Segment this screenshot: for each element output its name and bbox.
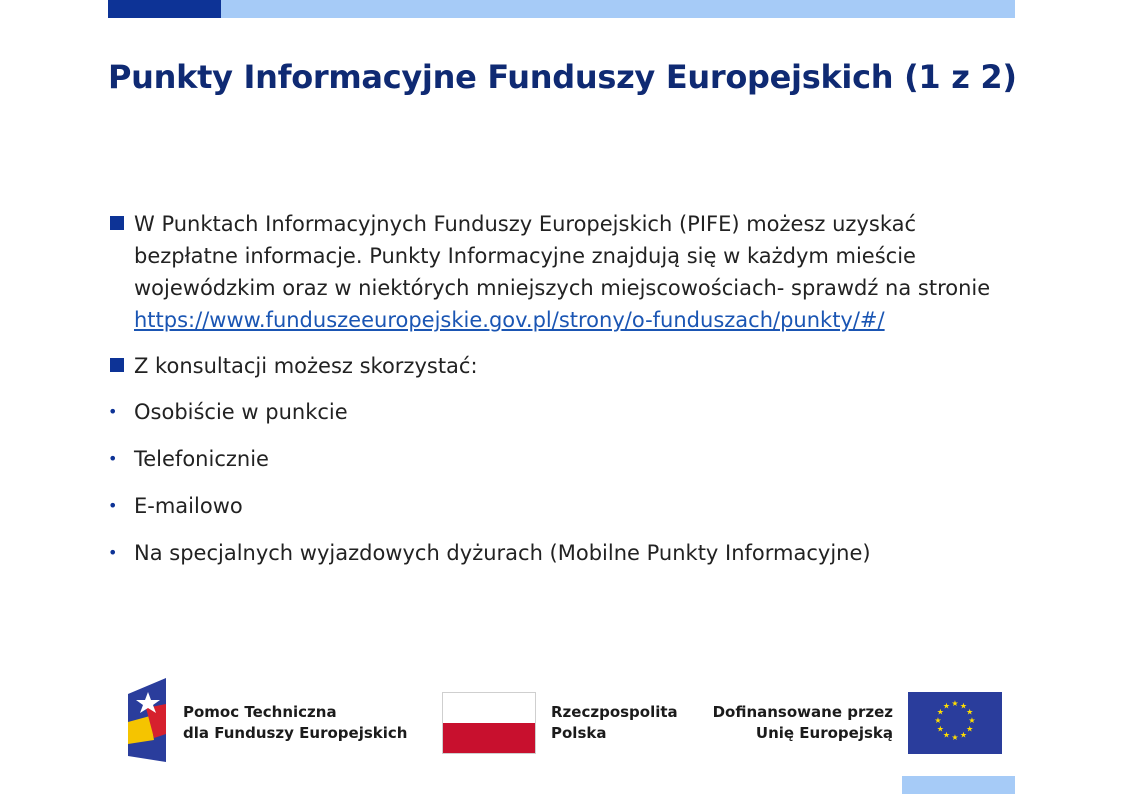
- pl-logo-text: [551, 702, 678, 744]
- paragraph-pife: [108, 208, 1008, 336]
- eu-line2: Unię Europejską: [755, 724, 893, 742]
- paragraph-consultation: [108, 350, 1008, 382]
- list-item: [108, 490, 1008, 522]
- list-item: [108, 396, 1008, 428]
- list-item-text: Osobiście w punkcie: [134, 400, 348, 424]
- fe-logo-text: [183, 702, 407, 744]
- dot-bullet-icon: •: [108, 402, 118, 421]
- list-item-text: Telefonicznie: [134, 447, 269, 471]
- dot-bullet-icon: •: [108, 543, 118, 562]
- svg-text:★: ★: [934, 716, 942, 725]
- svg-text:★: ★: [951, 699, 959, 708]
- list-item: [108, 443, 1008, 475]
- pl-line2: Polska: [551, 724, 607, 742]
- pl-line1: Rzeczpospolita: [551, 703, 678, 721]
- dot-bullet-icon: •: [108, 449, 118, 468]
- dot-bullet-icon: •: [108, 496, 118, 515]
- eu-logo-text: [713, 702, 893, 744]
- svg-text:★: ★: [942, 701, 951, 711]
- poland-flag-icon: [442, 692, 536, 754]
- svg-text:★: ★: [966, 724, 974, 734]
- svg-text:★: ★: [942, 730, 951, 740]
- paragraph-pife-text: W Punktach Informacyjnych Funduszy Europejskich (PIFE) możesz uzyskać bezpłatne informacje. Punkty Informacyjne znajdują się w każdym mieście wojewódzkim oraz w niektórych mniejszych miejscowościach- sprawdź na stronie: [134, 212, 991, 300]
- top-accent-bar-light: [221, 0, 1015, 18]
- pife-link[interactable]: https://www.funduszeeuropejskie.gov.pl/strony/o-funduszach/punkty/#/: [134, 308, 885, 332]
- square-bullet-icon: [110, 358, 124, 372]
- fundusze-europejskie-logo-icon: [124, 678, 170, 762]
- svg-text:★: ★: [966, 707, 974, 717]
- list-item-text: Na specjalnych wyjazdowych dyżurach (Mobilne Punkty Informacyjne): [134, 541, 871, 565]
- svg-text:★: ★: [959, 701, 968, 711]
- slide-content: [108, 208, 1008, 584]
- paragraph-consultation-text: Z konsultacji możesz skorzystać:: [134, 354, 478, 378]
- bottom-accent-bar: [902, 776, 1015, 794]
- list-item-text: E-mailowo: [134, 494, 243, 518]
- list-item: [108, 537, 1008, 569]
- eu-line1: Dofinansowane przez: [712, 703, 893, 721]
- svg-text:★: ★: [936, 707, 944, 717]
- footer-logos: [108, 660, 1015, 776]
- square-bullet-icon: [110, 216, 124, 230]
- slide-title: Punkty Informacyjne Funduszy Europejskich (1 z 2): [108, 58, 1017, 96]
- svg-text:★: ★: [936, 724, 944, 734]
- eu-flag-icon: [908, 692, 1002, 754]
- top-accent-bar-dark: [108, 0, 221, 18]
- svg-text:★: ★: [951, 733, 959, 742]
- svg-text:★: ★: [959, 730, 968, 740]
- svg-text:★: ★: [968, 716, 976, 725]
- fe-line2: dla Funduszy Europejskich: [183, 724, 408, 742]
- fe-line1: Pomoc Techniczna: [183, 703, 337, 721]
